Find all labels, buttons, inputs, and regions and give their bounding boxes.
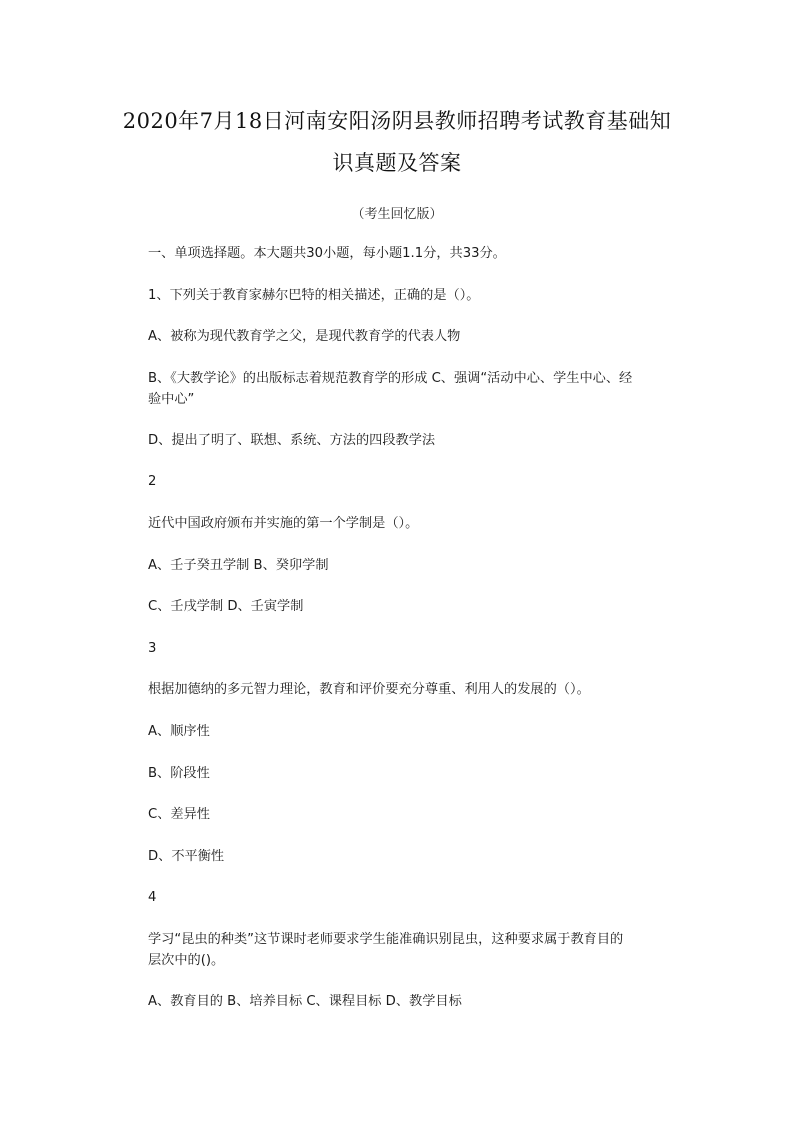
document-subtitle: （考生回忆版） [351, 207, 443, 222]
question-3-stem: 根据加德纳的多元智力理论，教育和评价要充分尊重、利用人的发展的（）。 [148, 682, 590, 697]
document-title-line-2: 识真题及答案 [332, 151, 462, 175]
question-1-option-a: A、被称为现代教育学之父，是现代教育学的代表人物 [148, 329, 461, 344]
question-4-stem-line-1: 学习“昆虫的种类”这节课时老师要求学生能准确识别昆虫，这种要求属于教育目的 [148, 932, 624, 947]
question-2-stem: 近代中国政府颁布并实施的第一个学制是（）。 [148, 516, 419, 531]
question-4-options: A、教育目的 B、培养目标 C、课程目标 D、教学目标 [148, 994, 462, 1009]
question-1-stem: 1、下列关于教育家赫尔巴特的相关描述，正确的是（）。 [148, 288, 480, 303]
question-3-number: 3 [148, 641, 157, 656]
question-2-options-cd: C、壬戌学制 D、壬寅学制 [148, 599, 304, 614]
question-3-option-d: D、不平衡性 [148, 849, 225, 864]
question-3-option-c: C、差异性 [148, 807, 210, 822]
question-3-option-b: B、阶段性 [148, 766, 210, 781]
question-1-option-bc-line-2: 验中心” [148, 392, 195, 407]
question-4-number: 4 [148, 890, 157, 905]
question-1-option-d: D、提出了明了、联想、系统、方法的四段教学法 [148, 433, 436, 448]
document-title-line-1: 2020年7月18日河南安阳汤阴县教师招聘考试教育基础知 [122, 109, 672, 133]
section-heading: 一、单项选择题。本大题共30小题，每小题1.1分，共33分。 [148, 246, 506, 261]
question-2-options-ab: A、壬子癸丑学制 B、癸卯学制 [148, 558, 329, 573]
question-1-option-bc-line-1: B、《大教学论》的出版标志着规范教育学的形成 C、强调“活动中心、学生中心、经 [148, 371, 633, 386]
question-3-option-a: A、顺序性 [148, 724, 210, 739]
question-4-stem-line-2: 层次中的()。 [148, 953, 225, 968]
question-2-number: 2 [148, 474, 157, 489]
